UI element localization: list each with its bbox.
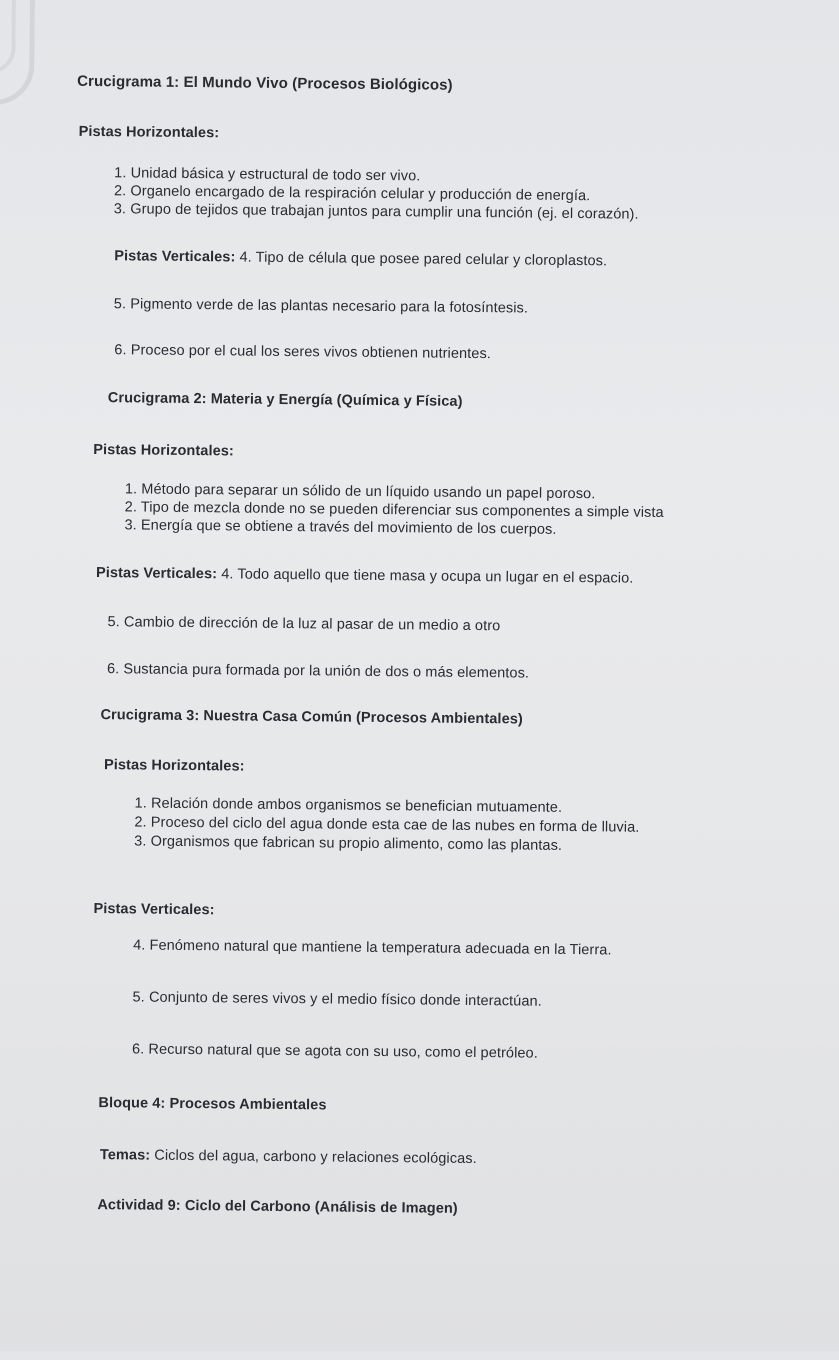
clue-v2-5: 5. Cambio de dirección de la luz al pasar de un medio a otro (107, 614, 501, 635)
heading-horizontal-3: Pistas Horizontales: (103, 757, 245, 775)
clue-v1-5: 5. Pigmento verde de las plantas necesario para la fotosíntesis. (113, 296, 529, 317)
temas-line (100, 1147, 477, 1167)
clue-v2-4 (96, 565, 634, 587)
clue-h3-2: 2. Proceso del ciclo del agua donde esta cae de las nubes en forma de lluvia. (134, 814, 640, 836)
heading-actividad-9: Actividad 9: Ciclo del Carbono (Análisis de Imagen) (97, 1197, 458, 1217)
clue-h3-3: 3. Organismos que fabrican su propio alimento, como las plantas. (134, 833, 563, 854)
label-vertical: Pistas Verticales: (95, 565, 218, 583)
clue-h3-1: 1. Relación donde ambos organismos se benefician mutuamente. (134, 795, 563, 816)
clue-h1-2: 2. Organelo encargado de la respiración celular y producción de energía. (113, 183, 591, 205)
clue-v2-6: 6. Sustancia pura formada por la unión de dos o más elementos. (106, 661, 530, 682)
label-vertical: Pistas Verticales: (114, 248, 236, 266)
heading-horizontal-1: Pistas Horizontales: (78, 123, 220, 142)
heading-crucigrama-1: Crucigrama 1: El Mundo Vivo (Procesos Biológicos) (77, 72, 453, 94)
clue-v3-6: 6. Recurso natural que se agota con su uso, como el petróleo. (131, 1041, 538, 1062)
label-temas: Temas: (99, 1147, 151, 1164)
heading-crucigrama-2: Crucigrama 2: Materia y Energía (Química y Física) (107, 390, 463, 410)
clue-h1-3: 3. Grupo de tejidos que trabajan juntos para cumplir una función (ej. el corazón). (113, 201, 639, 223)
heading-vertical-3: Pistas Verticales: (93, 901, 215, 919)
clue-v1-4-text: 4. Tipo de célula que posee pared celular y cloroplastos. (235, 249, 608, 270)
clue-h2-2: 2. Tipo de mezcla donde no se pueden diferenciar sus componentes a simple vista (124, 499, 664, 521)
clue-v3-5: 5. Conjunto de seres vivos y el medio físico donde interactúan. (132, 989, 542, 1010)
heading-horizontal-2: Pistas Horizontales: (93, 442, 234, 460)
clue-v3-4: 4. Fenómeno natural que mantiene la temperatura adecuada en la Tierra. (133, 937, 612, 959)
heading-bloque-4: Bloque 4: Procesos Ambientales (98, 1095, 327, 1114)
clue-v1-6: 6. Proceso por el cual los seres vivos obtienen nutrientes. (114, 342, 492, 363)
clue-h2-3: 3. Energía que se obtiene a través del movimiento de los cuerpos. (124, 517, 557, 538)
clue-v1-4 (114, 248, 607, 269)
clue-h1-1: 1. Unidad básica y estructural de todo ser vivo. (114, 165, 421, 185)
clue-v2-4-text: 4. Todo aquello que tiene masa y ocupa un lugar en el espacio. (217, 566, 634, 587)
temas-text: Ciclos del agua, carbono y relaciones ecológicas. (150, 1147, 477, 1168)
heading-crucigrama-3: Crucigrama 3: Nuestra Casa Común (Procesos Ambientales) (100, 707, 523, 728)
clue-h2-1: 1. Método para separar un sólido de un líquido usando un papel poroso. (124, 481, 596, 503)
